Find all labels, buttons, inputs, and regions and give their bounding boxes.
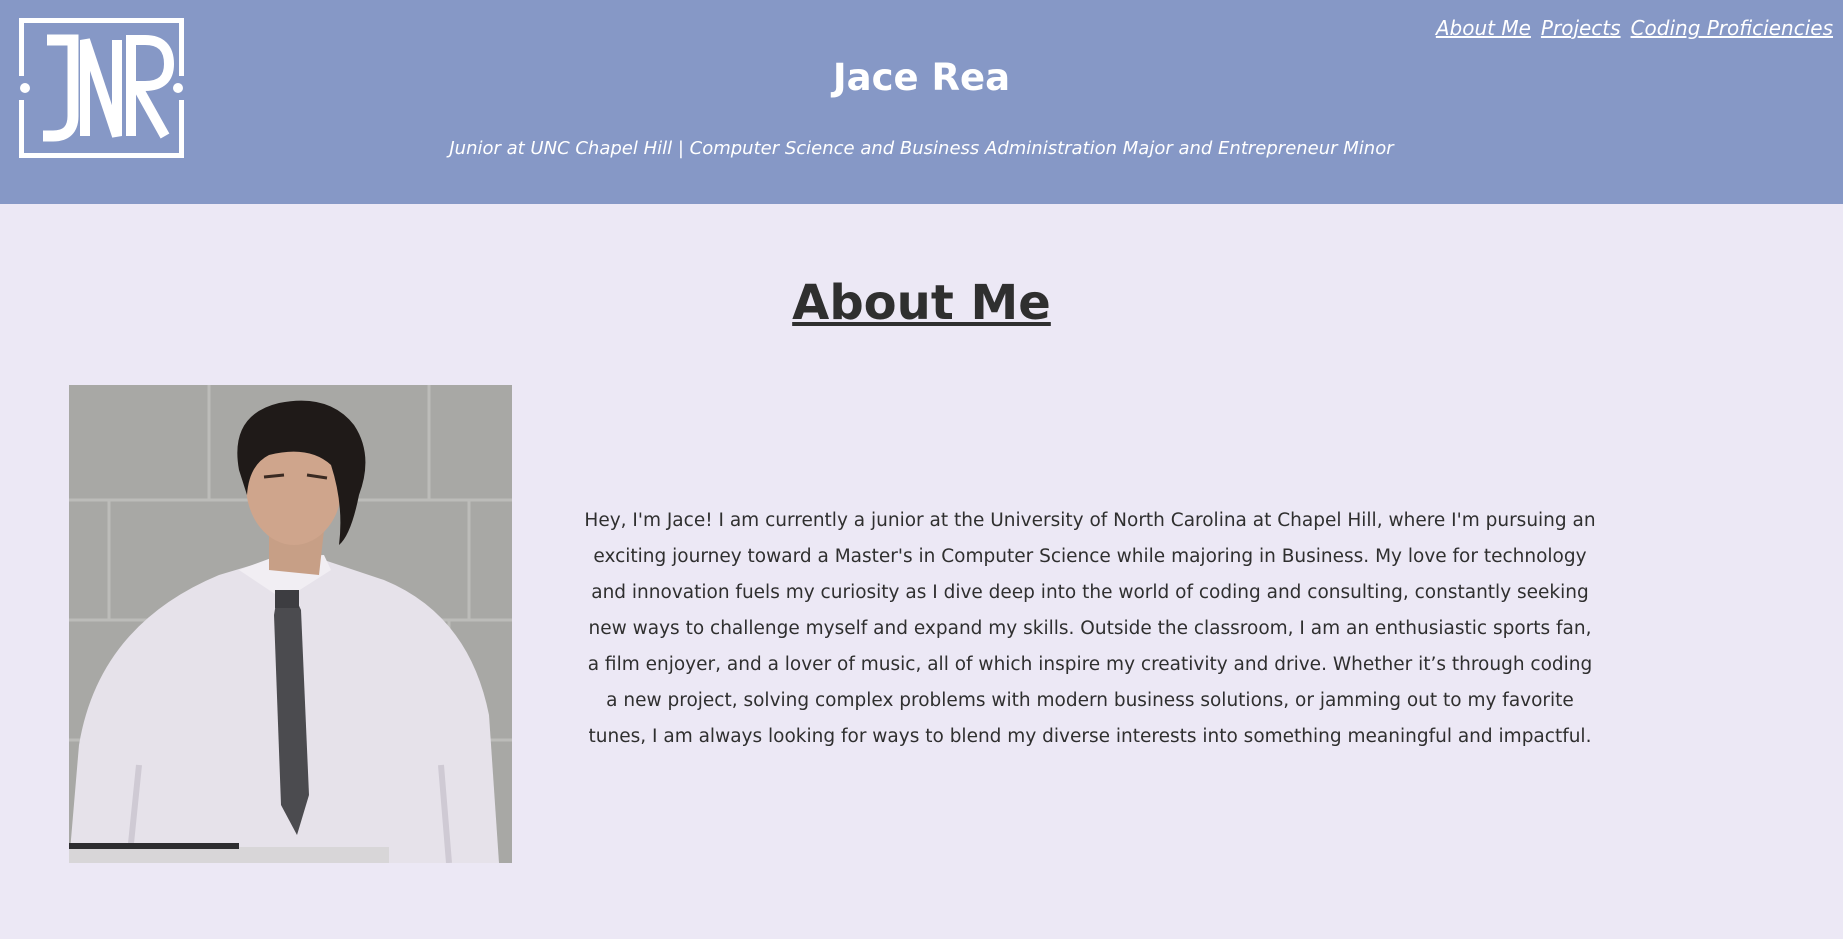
- site-subtitle: Junior at UNC Chapel Hill | Computer Science and Business Administration Major and Entrepreneur Minor: [449, 138, 1394, 159]
- site-title: Jace Rea: [832, 56, 1011, 99]
- profile-photo: [69, 385, 512, 863]
- portrait-image: [69, 385, 512, 863]
- nav-link-projects[interactable]: Projects: [1540, 16, 1621, 40]
- about-me-heading: [0, 272, 1843, 334]
- nav-link-about-me[interactable]: About Me: [1435, 16, 1531, 40]
- nav-link-coding-proficiencies[interactable]: Coding Proficiencies: [1630, 16, 1833, 40]
- about-me-bio: Hey, I'm Jace! I am currently a junior at the University of North Carolina at Chapel Hill, where I'm pursuing an exciting journey toward a Master's in Computer Science while majoring in Business. My love for technology and innovation fuels my curiosity as I dive deep into the world of coding and consulting, constantly seeking new ways to challenge myself and expand my skills. Outside the classroom, I am an enthusiastic sports fan, a film enjoyer, and a lover of music, all of which inspire my creativity and drive. Whether it’s through coding a new project, solving complex problems with modern business solutions, or jamming out to my favorite tunes, I am always looking for ways to blend my diverse interests into something meaningful and impactful.: [584, 510, 1596, 747]
- top-nav: [1436, 14, 1833, 42]
- site-header: [0, 0, 1843, 204]
- about-me-heading-text: About Me: [792, 275, 1051, 331]
